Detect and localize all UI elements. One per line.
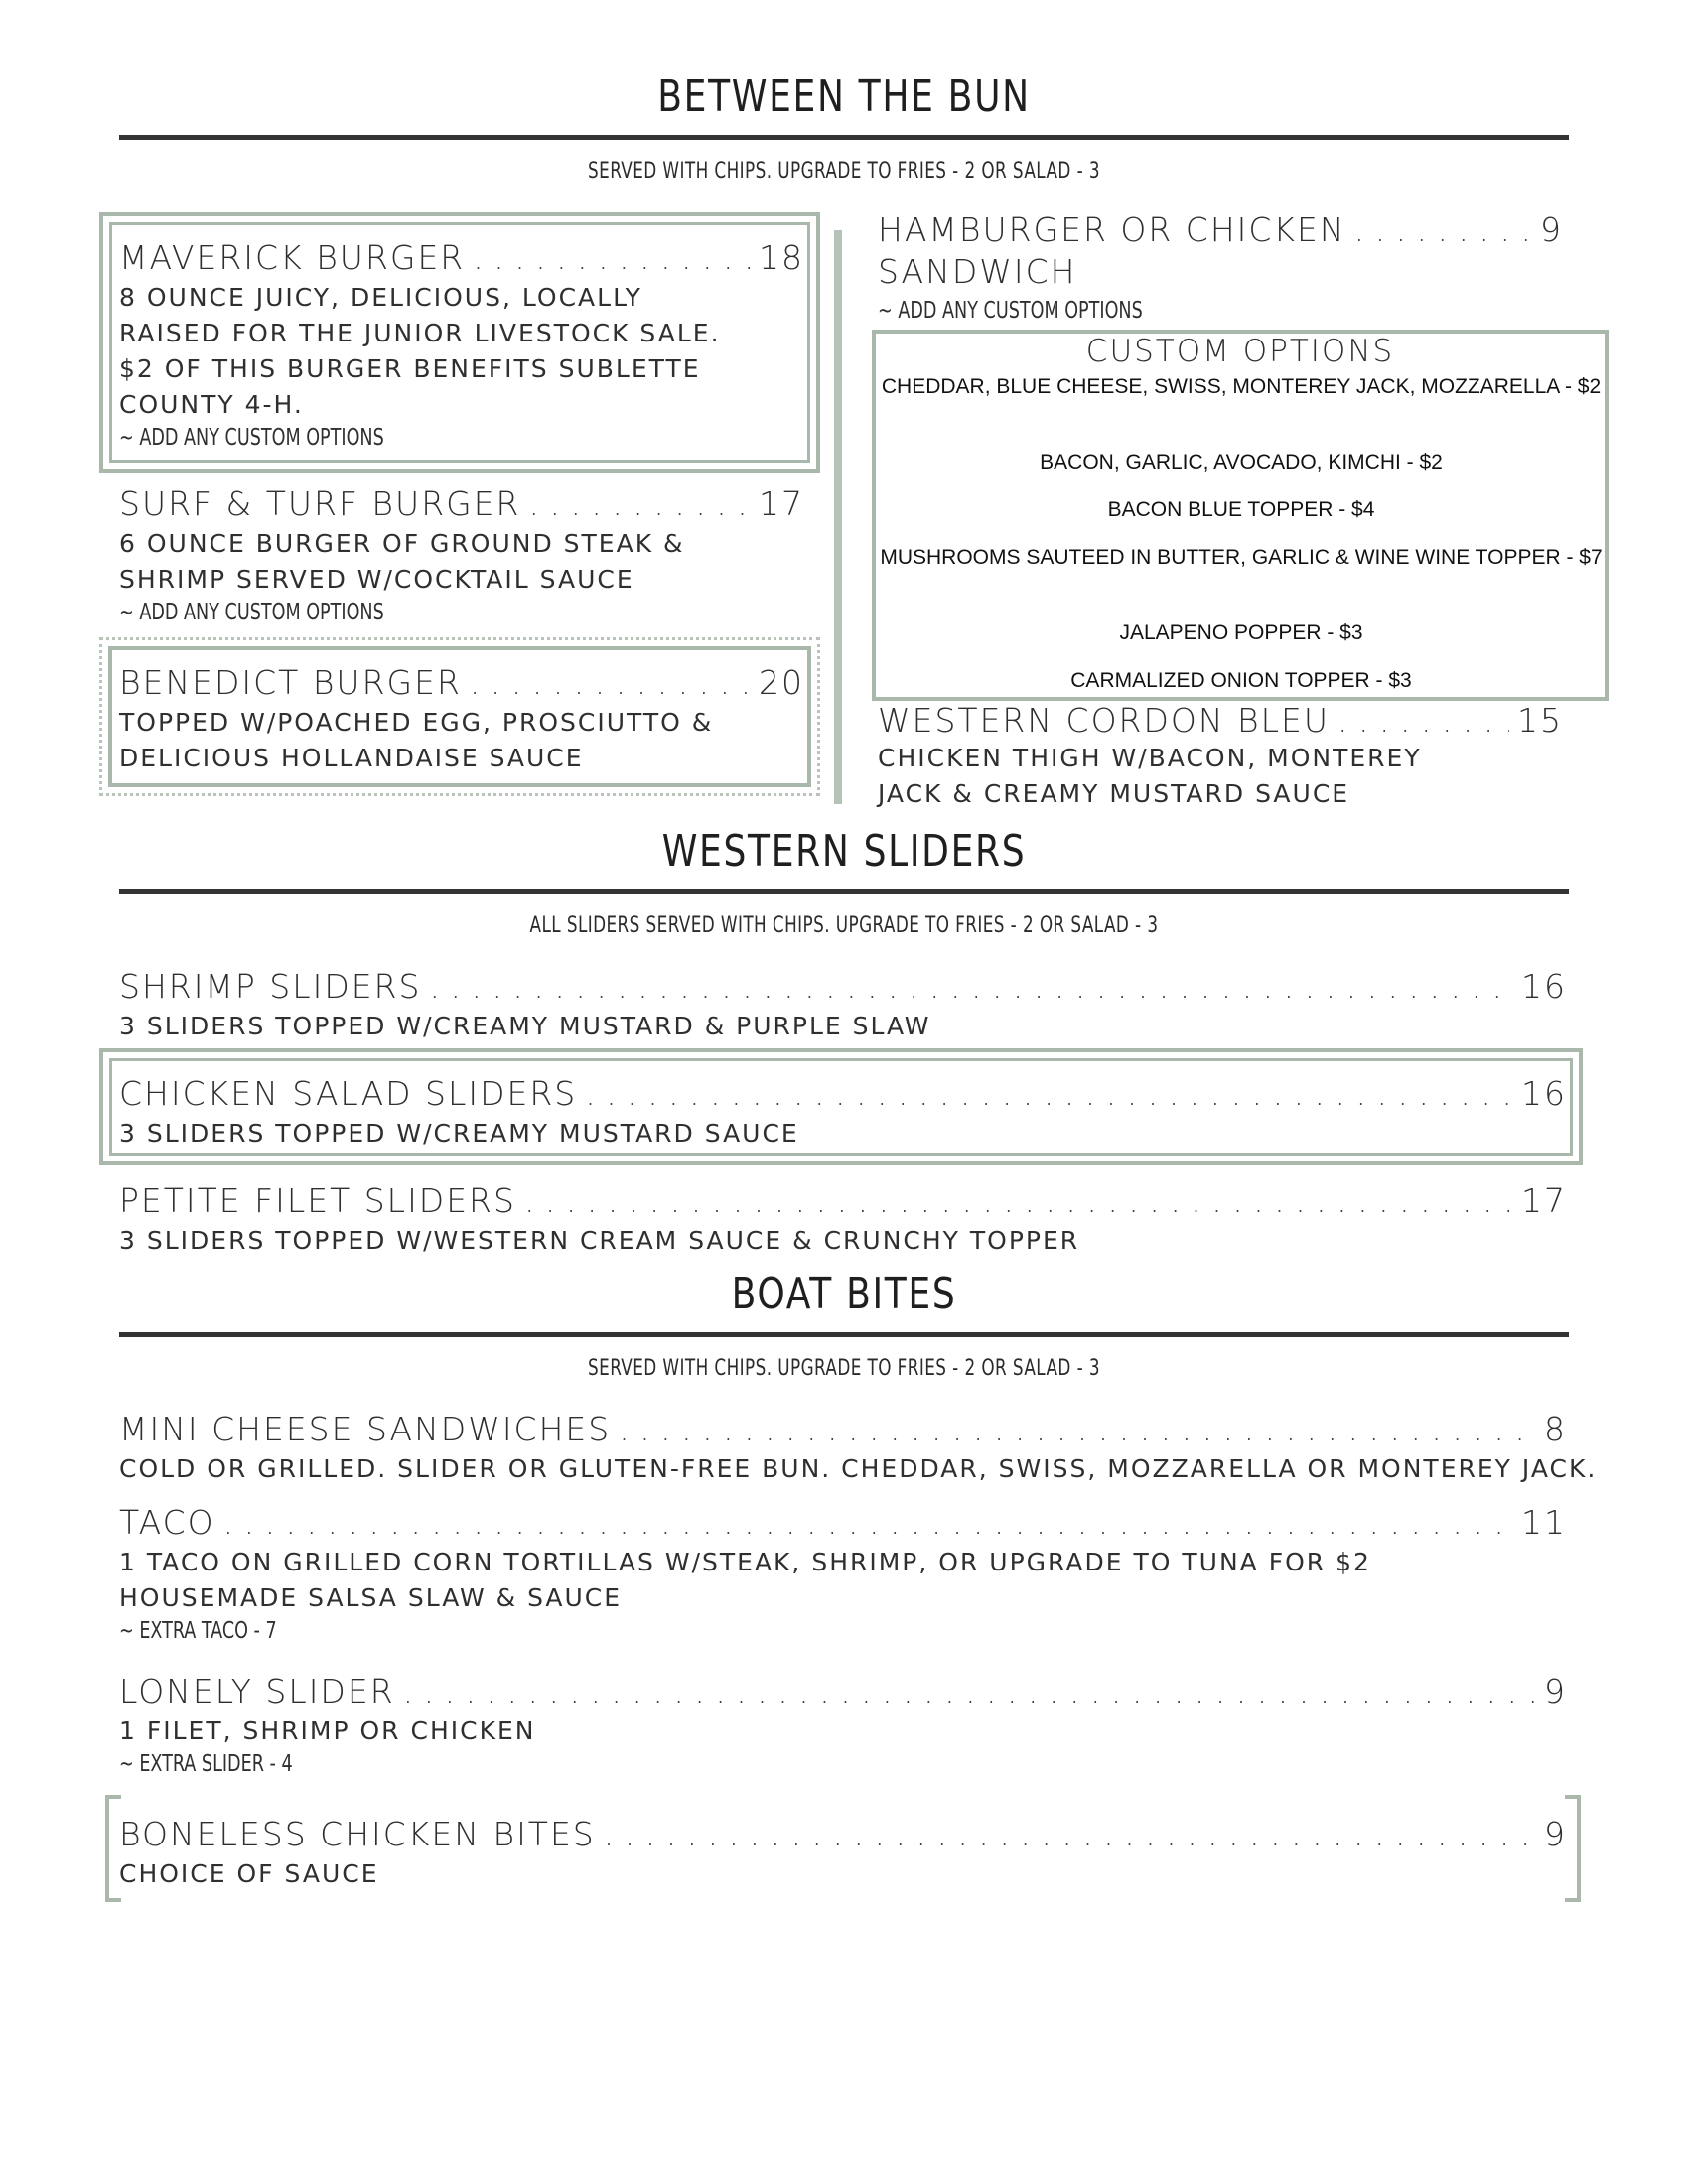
item-description: 3 SLIDERS TOPPED W/CREAMY MUSTARD SAUCE	[119, 1119, 799, 1148]
section-rule	[119, 889, 1569, 894]
section-subtitle: SERVED WITH CHIPS. UPGRADE TO FRIES - 2 OR SALAD - 3	[588, 159, 1100, 184]
item-price: 20	[759, 663, 804, 702]
desc-line: TOPPED W/POACHED EGG, PROSCIUTTO &	[119, 708, 714, 737]
item-addon-note: ~ EXTRA SLIDER - 4	[119, 1751, 293, 1777]
dot-leader	[604, 1815, 1536, 1853]
menu-item-hamburger-or-chicken	[878, 210, 1563, 249]
item-name: PETITE FILET SLIDERS	[119, 1181, 516, 1220]
desc-line: 6 OUNCE BURGER OF GROUND STEAK &	[119, 529, 685, 558]
menu-item-shrimp-sliders	[119, 967, 1567, 1006]
item-description: 1 FILET, SHRIMP OR CHICKEN	[119, 1716, 536, 1745]
desc-line: $2 OF THIS BURGER BENEFITS SUBLETTE	[119, 354, 701, 383]
section-subtitle: ALL SLIDERS SERVED WITH CHIPS. UPGRADE TO FRIES - 2 OR SALAD - 3	[529, 913, 1159, 938]
item-name-continued	[878, 252, 1076, 291]
item-description	[119, 1545, 1371, 1616]
item-price: 9	[1540, 210, 1563, 249]
item-description: COLD OR GRILLED. SLIDER OR GLUTEN-FREE BUN. CHEDDAR, SWISS, MOZZARELLA OR MONTEREY JACK.	[119, 1454, 1598, 1483]
section-title-boat-bites: BOAT BITES	[731, 1269, 957, 1319]
bracket-right	[1565, 1795, 1581, 1902]
item-name: SURF & TURF BURGER	[119, 484, 521, 523]
custom-option: CHEDDAR, BLUE CHEESE, SWISS, MONTEREY JACK, MOZZARELLA - $2	[881, 375, 1602, 398]
item-name: HAMBURGER OR CHICKEN	[878, 210, 1346, 249]
item-price: 9	[1544, 1815, 1567, 1853]
dot-leader	[619, 1410, 1536, 1448]
item-description	[119, 705, 713, 776]
custom-options-title: CUSTOM OPTIONS	[1085, 334, 1395, 369]
item-addon-note: ~ ADD ANY CUSTOM OPTIONS	[119, 425, 384, 451]
menu-item-petite-filet-sliders	[119, 1181, 1567, 1220]
item-name: BENEDICT BURGER	[119, 663, 462, 702]
item-description: 3 SLIDERS TOPPED W/CREAMY MUSTARD & PURPLE SLAW	[119, 1012, 931, 1040]
desc-line: 8 OUNCE JUICY, DELICIOUS, LOCALLY	[119, 283, 642, 312]
section-title-between-the-bun: BETWEEN THE BUN	[657, 71, 1031, 122]
item-addon-note: ~ ADD ANY CUSTOM OPTIONS	[119, 600, 384, 625]
menu-item-chicken-salad-sliders	[119, 1074, 1567, 1113]
menu-item-taco	[119, 1503, 1567, 1542]
item-price: 15	[1517, 701, 1563, 740]
item-name: LONELY SLIDER	[119, 1672, 395, 1710]
dot-leader	[1354, 210, 1532, 249]
custom-option: JALAPENO POPPER - $3	[1119, 621, 1363, 644]
desc-line: HOUSEMADE SALSA SLAW & SAUCE	[119, 1583, 623, 1612]
item-description	[119, 280, 721, 423]
desc-line: DELICIOUS HOLLANDAISE SAUCE	[119, 744, 584, 772]
item-price: 16	[1521, 967, 1567, 1006]
item-name: BONELESS CHICKEN BITES	[119, 1815, 596, 1853]
dot-leader	[430, 967, 1514, 1006]
item-description	[119, 526, 685, 598]
item-addon-note: ~ EXTRA TACO - 7	[119, 1618, 277, 1644]
desc-line: RAISED FOR THE JUNIOR LIVESTOCK SALE.	[119, 319, 721, 347]
desc-line: COUNTY 4-H.	[119, 390, 304, 419]
menu-item-mini-cheese-sandwiches	[119, 1410, 1567, 1448]
item-price: 8	[1544, 1410, 1567, 1448]
item-price: 17	[1521, 1181, 1567, 1220]
dot-leader	[528, 484, 751, 523]
item-description: CHOICE OF SAUCE	[119, 1859, 379, 1888]
custom-option: MUSHROOMS SAUTEED IN BUTTER, GARLIC & WINE WINE TOPPER - $7	[880, 546, 1603, 569]
dot-leader	[524, 1181, 1513, 1220]
section-subtitle: SERVED WITH CHIPS. UPGRADE TO FRIES - 2 OR SALAD - 3	[588, 1356, 1100, 1381]
item-name: MAVERICK BURGER	[119, 238, 466, 277]
item-name: WESTERN CORDON BLEU	[878, 701, 1331, 740]
menu-item-western-cordon-bleu	[878, 701, 1563, 740]
menu-item-surf-turf-burger	[119, 484, 804, 523]
item-name: SANDWICH	[878, 252, 1077, 291]
custom-option: CARMALIZED ONION TOPPER - $3	[1070, 669, 1412, 692]
section-title-western-sliders: WESTERN SLIDERS	[661, 826, 1027, 877]
dot-leader	[470, 663, 751, 702]
item-price: 11	[1521, 1503, 1567, 1542]
menu-item-benedict-burger	[119, 663, 804, 702]
desc-line: CHICKEN THIGH W/BACON, MONTEREY	[878, 744, 1422, 772]
section-rule	[119, 135, 1569, 140]
dot-leader	[473, 238, 751, 277]
item-name: MINI CHEESE SANDWICHES	[119, 1410, 612, 1448]
desc-line: 1 TACO ON GRILLED CORN TORTILLAS W/STEAK, SHRIMP, OR UPGRADE TO TUNA FOR $2	[119, 1548, 1371, 1576]
desc-line: SHRIMP SERVED W/COCKTAIL SAUCE	[119, 565, 634, 594]
item-name: TACO	[119, 1503, 215, 1542]
item-price: 18	[759, 238, 804, 277]
menu-item-lonely-slider	[119, 1672, 1567, 1710]
item-price: 9	[1544, 1672, 1567, 1710]
custom-option: BACON, GARLIC, AVOCADO, KIMCHI - $2	[1040, 451, 1443, 474]
item-name: SHRIMP SLIDERS	[119, 967, 422, 1006]
column-divider	[834, 230, 842, 804]
dot-leader	[403, 1672, 1536, 1710]
menu-item-maverick-burger	[119, 238, 804, 277]
item-description	[878, 741, 1422, 812]
item-description: 3 SLIDERS TOPPED W/WESTERN CREAM SAUCE & CRUNCHY TOPPER	[119, 1226, 1080, 1255]
item-name: CHICKEN SALAD SLIDERS	[119, 1074, 578, 1113]
item-addon-note: ~ ADD ANY CUSTOM OPTIONS	[878, 298, 1143, 324]
menu-item-boneless-chicken-bites	[119, 1815, 1567, 1853]
item-price: 16	[1521, 1074, 1567, 1113]
dot-leader	[223, 1503, 1513, 1542]
dot-leader	[585, 1074, 1513, 1113]
custom-option: BACON BLUE TOPPER - $4	[1107, 498, 1375, 521]
item-price: 17	[759, 484, 804, 523]
section-rule	[119, 1332, 1569, 1337]
dot-leader	[1337, 701, 1509, 740]
desc-line: JACK & CREAMY MUSTARD SAUCE	[878, 779, 1350, 808]
